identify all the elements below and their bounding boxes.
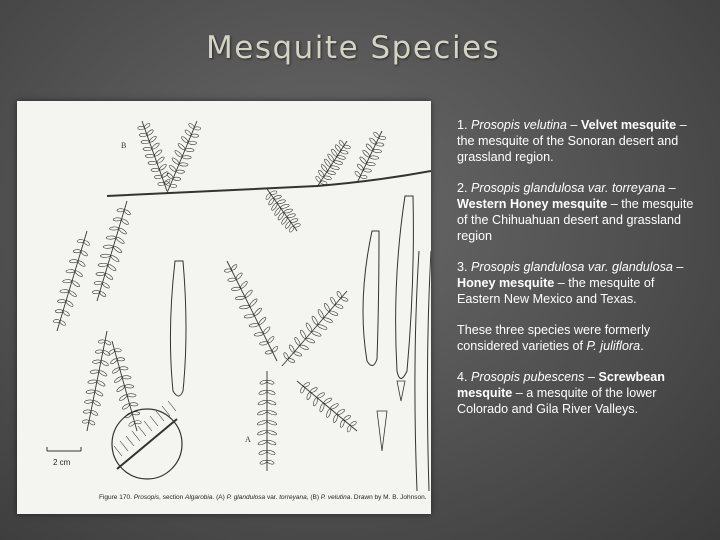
leaflet — [253, 307, 262, 316]
note-text: These three species were formerly considered varieties of — [457, 323, 651, 353]
leaflet — [267, 440, 277, 446]
leaflet — [182, 155, 191, 159]
leaflet — [262, 326, 271, 335]
caption-text: , (B) — [306, 494, 321, 501]
leaflet — [117, 357, 125, 361]
leaflet — [92, 290, 99, 294]
leaflet — [366, 162, 375, 166]
leaflet — [92, 400, 101, 407]
leaflet — [379, 136, 386, 140]
species-item-torreyana — [457, 180, 697, 244]
leaflet — [108, 349, 115, 355]
leaflet — [267, 410, 277, 416]
leaflet — [121, 218, 129, 225]
flower-drawing — [377, 411, 387, 451]
leaflet — [125, 384, 134, 388]
separator: – — [665, 181, 676, 195]
leaflet — [265, 350, 272, 354]
leaflet — [288, 358, 296, 364]
leaflet — [335, 303, 344, 309]
leaflet — [311, 331, 321, 338]
leaflet — [94, 281, 102, 285]
leaflet — [362, 149, 371, 158]
leaflet — [343, 145, 350, 150]
leaflet — [113, 245, 123, 253]
common-name: Honey mesquite — [457, 276, 555, 290]
caption-text: var. — [265, 494, 280, 501]
leaflet — [115, 348, 122, 352]
caption-variety: torreyana — [279, 494, 307, 501]
leaflet — [94, 390, 103, 397]
leaflet — [144, 123, 151, 130]
leaflet — [323, 317, 333, 324]
leaflet — [346, 425, 351, 432]
seed-pod — [170, 261, 186, 396]
leaflet — [83, 240, 90, 246]
leaflet — [319, 403, 325, 412]
magnified-hair — [126, 436, 134, 446]
leaflet — [299, 344, 309, 350]
leaflet — [57, 299, 65, 303]
leaflet — [100, 360, 109, 367]
leaflet — [124, 209, 132, 216]
leaflet — [84, 399, 93, 403]
leaflet — [53, 319, 60, 322]
leaflet — [294, 337, 301, 346]
leaflet — [74, 270, 83, 278]
leaflet — [235, 272, 243, 280]
illustration-drawing — [17, 101, 431, 514]
leaflet — [179, 163, 188, 167]
leaflet — [122, 375, 131, 379]
leaflet — [273, 195, 281, 200]
magnified-hair — [150, 416, 158, 426]
leaflet — [194, 127, 201, 131]
leaflet — [80, 250, 88, 257]
common-name: Screwbean mesquite — [457, 370, 665, 400]
scientific-name: Prosopis pubescens — [471, 370, 585, 384]
separator: – — [566, 118, 581, 132]
leaflet — [184, 129, 192, 136]
leaflet — [73, 249, 81, 253]
leaf-rachis — [227, 261, 277, 361]
species-description: – the mesquite of Eastern New Mexico and Texas. — [457, 276, 655, 306]
leaflet — [311, 315, 319, 325]
note-end: . — [640, 339, 644, 353]
leaflet — [66, 269, 75, 273]
leaflet — [300, 386, 305, 393]
leaflet — [257, 420, 267, 426]
leaflet — [104, 340, 111, 346]
leaflet — [90, 410, 98, 417]
leaflet — [257, 440, 267, 446]
leaflet — [145, 154, 154, 157]
leaflet — [102, 282, 110, 289]
caption-text: . (A) — [212, 494, 227, 501]
leaflet — [267, 450, 276, 456]
leaflet — [257, 430, 267, 436]
caption-credit: . Drawn by M. B. Johnson. — [350, 494, 427, 501]
caption-section: Algarobia — [185, 494, 213, 501]
leaflet — [110, 358, 118, 365]
leaflet — [161, 171, 169, 178]
leaf-rachis — [297, 381, 357, 431]
leaflet — [259, 380, 267, 385]
caption-species-a: P. glandulosa — [226, 494, 266, 501]
leaflet — [106, 236, 116, 240]
leaflet — [343, 414, 351, 421]
leaflet — [99, 291, 107, 298]
magnified-hair — [132, 431, 140, 441]
leaflet — [181, 136, 189, 144]
figure-label-a: A — [245, 435, 251, 444]
leaflet — [365, 143, 373, 151]
leaflet — [117, 209, 124, 213]
leaflet — [68, 290, 77, 298]
leaflet — [249, 323, 259, 327]
leaflet — [267, 420, 277, 426]
species-description: –the mesquite of the Sonoran desert and grassland region. — [457, 118, 687, 164]
leaflet — [258, 450, 267, 456]
species-description: – a mesquite of the lower Colorado and Gila River Valleys. — [457, 386, 657, 416]
leaflet — [113, 218, 121, 222]
common-name: Western Honey mesquite — [457, 197, 608, 211]
leaflet — [317, 309, 325, 319]
leaflet — [267, 380, 275, 385]
leaflet — [267, 430, 277, 436]
leaflet — [176, 170, 184, 174]
leaflet — [71, 280, 80, 288]
leaflet — [337, 155, 346, 160]
leaflet — [323, 397, 332, 404]
leaflet — [96, 272, 105, 276]
leaflet — [141, 140, 149, 143]
leaflet — [174, 150, 183, 158]
leaflet — [363, 168, 371, 172]
leaflet — [191, 134, 199, 138]
leaflet — [267, 390, 276, 396]
leaflet — [320, 180, 327, 185]
leaflet — [339, 420, 345, 428]
leaflet — [90, 369, 99, 373]
leaflet — [249, 298, 258, 307]
leaflet — [258, 316, 267, 325]
leaflet — [115, 236, 125, 244]
leaflet — [334, 144, 341, 152]
leaflet — [63, 279, 72, 283]
leaflet — [110, 254, 120, 262]
caption-genus: Prosopis — [133, 494, 159, 501]
scale-bar-label: 2 cm — [53, 458, 71, 467]
leaflet — [120, 366, 129, 370]
leaflet — [170, 184, 177, 188]
separator: – — [672, 260, 684, 274]
leaflet — [336, 408, 345, 415]
leaflet — [60, 289, 69, 293]
magnified-hair — [144, 421, 152, 431]
leaflet — [159, 163, 167, 171]
leaflet — [373, 149, 382, 153]
leaflet — [280, 204, 289, 210]
species-note — [457, 322, 697, 354]
figure-label-b: B — [121, 141, 127, 150]
leaflet — [306, 392, 312, 400]
leaflet — [98, 370, 107, 377]
leaflet — [122, 403, 131, 410]
leaflet — [259, 460, 267, 465]
seed-pod — [363, 231, 379, 366]
leaflet — [259, 341, 268, 345]
leaflet — [360, 175, 367, 179]
leaflet — [88, 379, 97, 383]
species-item-velutina — [457, 117, 697, 165]
leaflet — [116, 385, 125, 393]
leaflet — [173, 177, 181, 181]
magnified-hair — [168, 401, 176, 411]
magnified-hair — [120, 441, 128, 451]
species-list — [457, 117, 697, 432]
leaflet — [224, 269, 231, 273]
seed-pod — [396, 196, 414, 379]
leaflet — [98, 339, 105, 343]
leaflet — [240, 280, 249, 289]
leaflet — [62, 310, 70, 317]
separator: – — [584, 370, 599, 384]
leaflet — [310, 387, 318, 394]
leaflet — [104, 273, 113, 281]
leaflet — [316, 392, 325, 399]
leaflet — [369, 137, 377, 145]
leaflet — [235, 296, 245, 300]
leaflet — [103, 245, 113, 249]
leaflet — [323, 303, 330, 312]
leaflet — [312, 397, 318, 406]
leaflet — [135, 420, 142, 424]
leaflet — [258, 390, 267, 396]
leaflet — [77, 260, 86, 267]
leaflet — [149, 135, 157, 143]
leaflet — [156, 156, 165, 164]
leaflet — [370, 155, 379, 159]
scientific-name: Prosopis velutina — [471, 118, 567, 132]
leaflet — [82, 419, 89, 423]
scientific-name: Prosopis glandulosa var. torreyana — [471, 181, 666, 195]
item-number: 1. — [457, 118, 472, 132]
leaflet — [257, 400, 267, 406]
leaflet — [65, 300, 74, 307]
leaflet — [139, 133, 147, 136]
leaflet — [138, 126, 145, 129]
seed-pod — [415, 251, 431, 491]
leaflet — [231, 287, 240, 291]
leaflet — [185, 148, 194, 152]
leaflet — [83, 409, 91, 413]
leaflet — [96, 380, 105, 387]
leaflet — [267, 400, 277, 406]
caption-text: , section — [159, 494, 186, 501]
leaflet — [288, 344, 295, 353]
leaflet — [59, 320, 66, 326]
leaflet — [119, 394, 128, 402]
leaflet — [169, 164, 177, 172]
item-number: 4. — [457, 370, 472, 384]
leaflet — [88, 420, 95, 426]
leaflet — [326, 408, 332, 417]
leaflet — [305, 337, 315, 344]
common-name: Velvet mesquite — [580, 118, 677, 132]
leaflet — [118, 227, 127, 235]
leaflet — [288, 226, 294, 233]
leaflet — [271, 346, 278, 353]
leaflet — [55, 309, 63, 313]
leaflet — [228, 278, 237, 282]
leaflet — [95, 349, 103, 353]
leaflet — [359, 156, 367, 164]
leaflet — [334, 160, 343, 165]
leaflet — [244, 314, 254, 318]
leaflet — [376, 142, 384, 146]
leaflet — [287, 213, 296, 218]
leaflet — [188, 123, 195, 130]
leaflet — [239, 305, 249, 309]
leaflet — [109, 227, 118, 231]
leaflet — [148, 161, 157, 164]
leaflet — [277, 199, 286, 204]
leaflet — [151, 142, 160, 150]
leaflet — [332, 414, 338, 423]
leaflet — [69, 259, 77, 263]
leaflet — [146, 129, 154, 136]
item-number: 3. — [457, 260, 472, 274]
botanical-illustration — [17, 101, 431, 514]
leaflet — [151, 168, 159, 171]
leaflet — [293, 351, 302, 357]
leaflet — [341, 296, 349, 302]
leaflet — [299, 329, 307, 339]
leaflet — [166, 172, 174, 179]
leaflet — [254, 332, 263, 336]
leaflet — [128, 421, 135, 427]
leaflet — [188, 141, 196, 145]
leaflet — [318, 170, 325, 178]
leaflet — [283, 208, 292, 214]
leaflet — [114, 376, 123, 384]
leaf-rachis — [282, 291, 347, 366]
magnified-hair — [114, 446, 122, 456]
magnified-rachis — [117, 419, 177, 469]
leaflet — [112, 367, 121, 374]
leaflet — [177, 143, 186, 151]
leaflet — [356, 163, 364, 171]
leaflet — [86, 389, 95, 393]
leaflet — [143, 147, 152, 150]
leaflet — [98, 263, 108, 267]
leaflet — [100, 254, 110, 258]
leaflet — [77, 239, 84, 242]
leaflet — [329, 310, 339, 316]
flower-drawing — [397, 381, 405, 401]
species-description: – the mesquite of the Chihuahuan desert and grassland region — [457, 197, 694, 243]
leaflet — [330, 297, 337, 306]
leaflet — [107, 264, 117, 272]
leaflet — [330, 403, 339, 410]
leaflet — [270, 190, 277, 195]
leaflet — [244, 289, 253, 298]
species-item-glandulosa — [457, 259, 697, 307]
leaflet — [290, 218, 298, 223]
caption-prefix: Figure 170. — [99, 494, 132, 501]
scientific-name: Prosopis glandulosa var. glandulosa — [471, 260, 673, 274]
leaflet — [154, 149, 163, 157]
item-number: 2. — [457, 181, 472, 195]
leaflet — [293, 223, 300, 228]
species-item-pubescens — [457, 369, 697, 417]
leaflet — [305, 322, 313, 332]
leaflet — [102, 350, 110, 357]
leaflet — [317, 324, 327, 331]
leaflet — [340, 150, 348, 155]
leaflet — [265, 193, 271, 200]
leaflet — [327, 170, 336, 175]
leaflet — [267, 460, 275, 465]
note-species: P. juliflora — [586, 339, 641, 353]
leaflet — [324, 175, 332, 180]
leaf-rachis — [97, 201, 127, 301]
figure-caption — [99, 493, 429, 502]
leaflet — [171, 157, 180, 165]
leaflet — [257, 410, 267, 416]
leaflet — [154, 175, 162, 178]
leaflet — [330, 165, 339, 170]
magnified-hair — [138, 426, 146, 436]
slide-title: Mesquite Species — [206, 30, 501, 66]
leaflet — [130, 402, 139, 406]
leaflet — [92, 359, 101, 363]
leaflet — [127, 393, 136, 397]
leaflet — [267, 336, 275, 344]
leaflet — [231, 264, 238, 271]
leaflet — [158, 182, 165, 185]
caption-species-b: P. velutina — [320, 494, 351, 501]
